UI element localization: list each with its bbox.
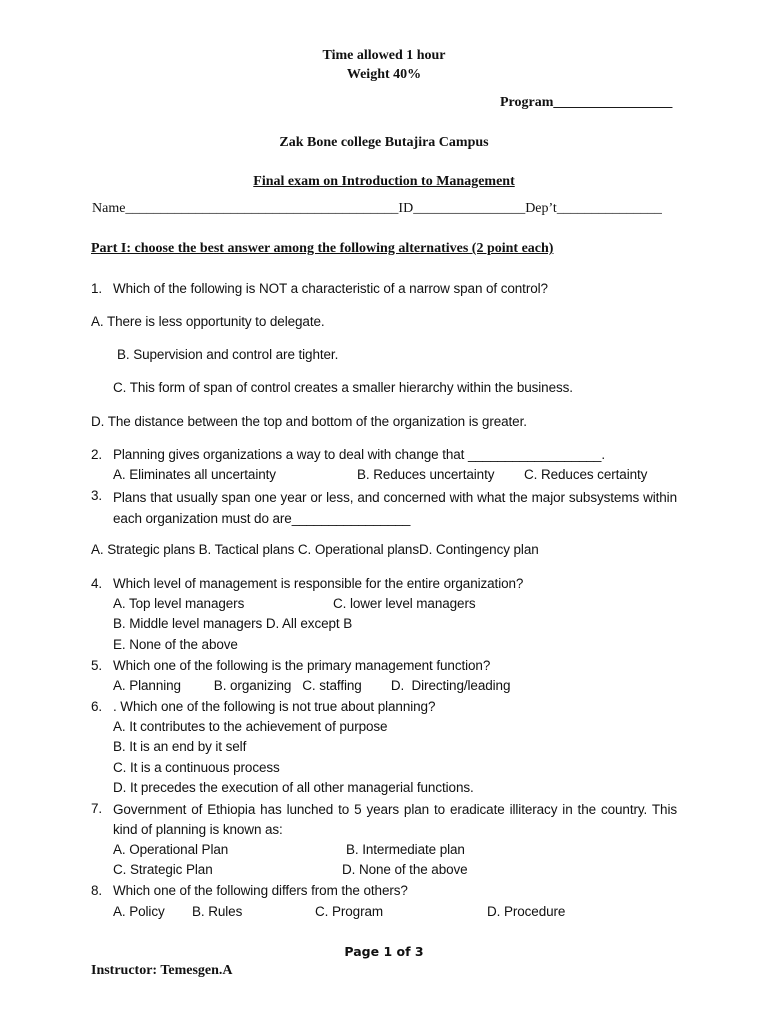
q2-number: 2. xyxy=(91,447,103,462)
q4-option-a: A. Top level managers xyxy=(113,596,245,611)
q7-option-c: C. Strategic Plan xyxy=(113,862,213,877)
q4-number: 4. xyxy=(91,576,103,591)
q2-option-a: A. Eliminates all uncertainty xyxy=(113,467,276,482)
q4-option-c: C. lower level managers xyxy=(333,596,476,611)
q6-option-a: A. It contributes to the achievement of purpose xyxy=(113,719,388,734)
q8-option-c: C. Program xyxy=(315,904,384,919)
q6-number: 6. xyxy=(91,699,103,714)
q7-text: Government of Ethiopia has lunched to 5 years plan to eradicate illiteracy in the country. This kind of planning is known as: xyxy=(113,802,677,837)
q3-number: 3. xyxy=(91,488,103,503)
q4-option-b-d: B. Middle level managers D. All except B xyxy=(113,616,353,631)
q8-option-a: A. Policy xyxy=(113,904,165,919)
q2-option-b: B. Reduces uncertainty xyxy=(357,467,495,482)
name-id-dept-line: Name_______________________________________ID________________Dep’t_______________ xyxy=(92,201,662,216)
q8-option-d: D. Procedure xyxy=(487,904,566,919)
college-name: Zak Bone college Butajira Campus xyxy=(279,135,489,150)
q1-option-b: B. Supervision and control are tighter. xyxy=(117,347,339,362)
q3-text: Plans that usually span one year or less, and concerned with what the major subsystems within each organization must do are________________ xyxy=(113,490,677,526)
part1-heading: Part I: choose the best answer among the following alternatives (2 point each) xyxy=(91,241,554,256)
q6-option-d: D. It precedes the execution of all other managerial functions. xyxy=(113,780,474,795)
q6-text: . Which one of the following is not true about planning? xyxy=(113,699,436,714)
q1-option-c: C. This form of span of control creates a smaller hierarchy within the business. xyxy=(113,380,573,395)
q5-options: A. Planning B. organizing C. staffing D. Directing/leading xyxy=(113,678,511,693)
exam-title: Final exam on Introduction to Management xyxy=(253,174,515,189)
program-field: Program_________________ xyxy=(500,95,673,110)
q7-number: 7. xyxy=(91,801,103,816)
q2-option-c: C. Reduces certainty xyxy=(524,467,648,482)
time-allowed: Time allowed 1 hour xyxy=(322,48,446,63)
q1-number: 1. xyxy=(91,281,103,296)
q1-option-d: D. The distance between the top and bottom of the organization is greater. xyxy=(91,414,527,429)
q6-option-b: B. It is an end by it self xyxy=(113,739,247,754)
q8-option-b: B. Rules xyxy=(192,904,243,919)
q3-options: A. Strategic plans B. Tactical plans C. Operational plansD. Contingency plan xyxy=(91,542,539,557)
q1-text: Which of the following is NOT a characteristic of a narrow span of control? xyxy=(113,281,548,296)
q7-option-a: A. Operational Plan xyxy=(113,842,229,857)
q7-option-d: D. None of the above xyxy=(342,862,468,877)
q6-option-c: C. It is a continuous process xyxy=(113,760,280,775)
q8-text: Which one of the following differs from the others? xyxy=(113,883,408,898)
q1-option-a: A. There is less opportunity to delegate. xyxy=(91,314,325,329)
q4-text: Which level of management is responsible for the entire organization? xyxy=(113,576,524,591)
instructor-name: Instructor: Temesgen.A xyxy=(91,963,233,978)
q2-text: Planning gives organizations a way to deal with change that __________________. xyxy=(113,447,605,462)
q5-text: Which one of the following is the primary management function? xyxy=(113,658,491,673)
q7-option-b: B. Intermediate plan xyxy=(346,842,465,857)
page-number: Page 1 of 3 xyxy=(344,944,424,959)
q5-number: 5. xyxy=(91,658,103,673)
weight: Weight 40% xyxy=(346,67,422,82)
q8-number: 8. xyxy=(91,883,103,898)
q4-option-e: E. None of the above xyxy=(113,637,238,652)
